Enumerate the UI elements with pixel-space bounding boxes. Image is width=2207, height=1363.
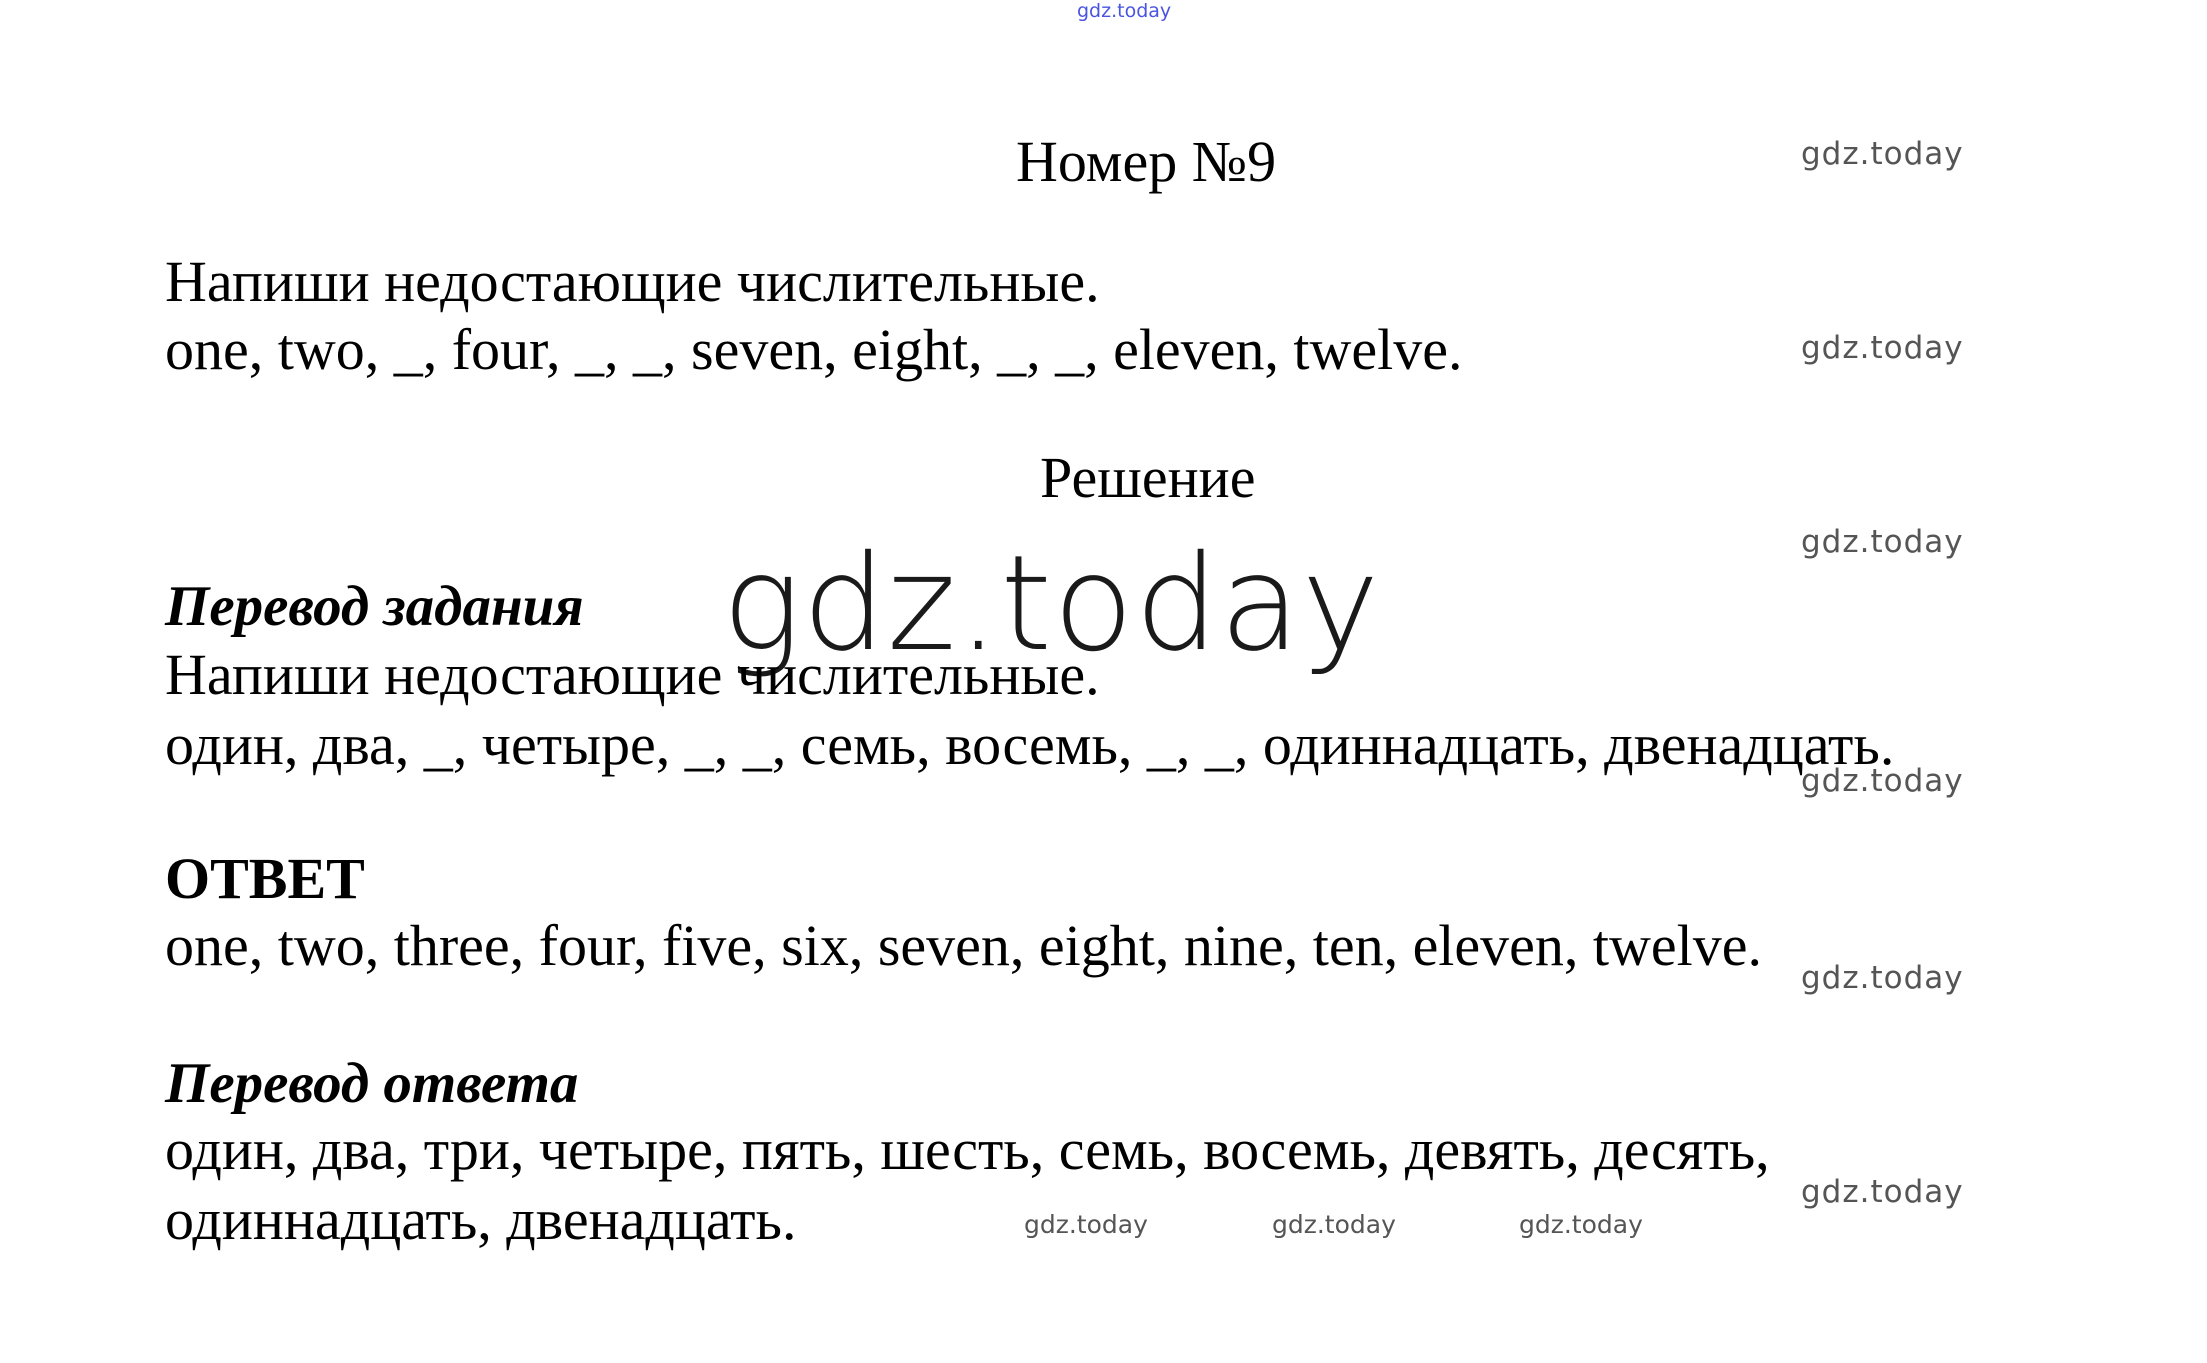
watermark-right: gdz.today xyxy=(1801,960,1964,996)
watermark-bottom: gdz.today xyxy=(1024,1210,1148,1239)
task-translation-heading: Перевод задания xyxy=(165,575,584,638)
watermark-right: gdz.today xyxy=(1801,1174,1964,1210)
watermark-bottom: gdz.today xyxy=(1519,1210,1643,1239)
watermark-big: gdz.today xyxy=(722,527,1381,681)
task-translation-instruction: Напиши недостающие числительные. xyxy=(165,642,1100,707)
task-instruction: Напиши недостающие числительные. xyxy=(165,249,1100,314)
answer-heading: ОТВЕТ xyxy=(165,846,365,911)
watermark-top: gdz.today xyxy=(1077,0,1172,22)
watermark-right: gdz.today xyxy=(1801,330,1964,366)
answer-text: one, two, three, four, five, six, seven, eight, nine, ten, eleven, twelve. xyxy=(165,913,1763,978)
watermark-right: gdz.today xyxy=(1801,524,1964,560)
answer-translation-line2: одиннадцать, двенадцать. xyxy=(165,1187,797,1252)
answer-translation-line1: один, два, три, четыре, пять, шесть, семь, восемь, девять, десять, xyxy=(165,1117,1770,1182)
watermark-right: gdz.today xyxy=(1801,136,1964,172)
solution-heading: Решение xyxy=(1040,445,1256,510)
task-sequence: one, two, _, four, _, _, seven, eight, _, _, eleven, twelve. xyxy=(165,317,1463,382)
task-translation-sequence: один, два, _, четыре, _, _, семь, восемь, _, _, одиннадцать, двенадцать. xyxy=(165,712,1895,777)
watermark-bottom: gdz.today xyxy=(1272,1210,1396,1239)
watermark-right: gdz.today xyxy=(1801,763,1964,799)
page-title: Номер №9 xyxy=(1016,129,1277,194)
answer-translation-heading: Перевод ответа xyxy=(165,1052,579,1115)
